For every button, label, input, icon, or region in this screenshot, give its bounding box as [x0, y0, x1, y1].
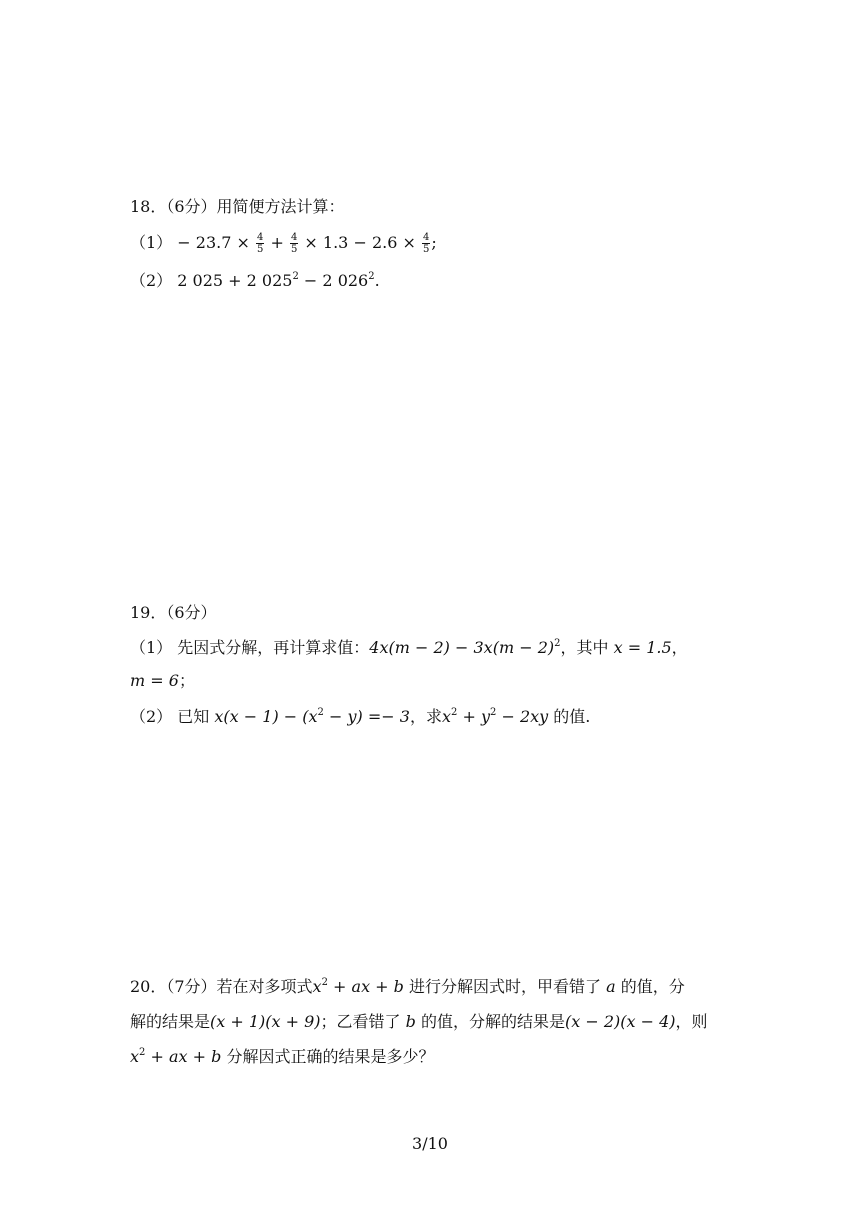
q18-p1-end: ;	[431, 233, 437, 252]
q19-p2-query: $x^2 + y^2 - 2xy$	[441, 707, 549, 726]
q18-p2-label: （2）	[130, 271, 173, 290]
q18-header: 18．（6分）用简便方法计算：	[130, 197, 345, 216]
q19-p1-x: x = 1.5	[613, 638, 672, 657]
q19-part1: （1） 先因式分解，再计算求值：$4x(m - 2) - 3x(m - 2)^2$，其中 x = 1.5，	[130, 638, 688, 657]
q18-p1-label: （1）	[130, 233, 173, 252]
q18-p1-expr-a: − 23.7 ×	[177, 233, 250, 252]
q19-p1-text: 先因式分解，再计算求值：	[177, 638, 370, 657]
q18-p1-plus: +	[270, 233, 284, 252]
q19-p2-expr: $x(x - 1) - (x^2 - y) =- 3$	[214, 707, 410, 726]
q18-part2	[130, 270, 380, 292]
q18-p1-frac3: $\frac{4}{5}$	[422, 232, 430, 255]
q18-p1-frac2: $\frac{4}{5}$	[290, 232, 298, 255]
q18-p1-expr-b: × 1.3 − 2.6 ×	[304, 233, 416, 252]
q18-p1-frac1: $\frac{4}{5}$	[256, 232, 264, 255]
q19-part1-cont: m = 6；	[130, 671, 195, 690]
q20-line2: 解的结果是(x + 1)(x + 9)；乙看错了 b 的值，分解的结果是(x − 2)(x − 4)，则	[130, 1012, 708, 1031]
q18-part1	[130, 232, 437, 255]
page-number: 3/10	[412, 1134, 448, 1153]
q20-line1: 20．（7分）若在对多项式$x^2$ + ax + b 进行分解因式时，甲看错了 a 的值，分	[130, 977, 685, 996]
q19-header: 19．（6分）	[130, 603, 217, 622]
q19-p1-m: m = 6	[130, 671, 179, 690]
q19-p1-expr: $4x(m - 2) - 3x(m - 2)^2$	[369, 638, 561, 657]
q18-p2-expr: 2 025 + 2 $025^2 - 2$ $026^2$.	[177, 271, 380, 290]
q19-part2: （2） 已知 $x(x - 1) - (x^2 - y) =- 3$，求$x^2 + y^2 - 2xy$ 的值.	[130, 707, 591, 726]
q20-line3: $x^2$ + ax + b 分解因式正确的结果是多少？	[130, 1047, 435, 1066]
